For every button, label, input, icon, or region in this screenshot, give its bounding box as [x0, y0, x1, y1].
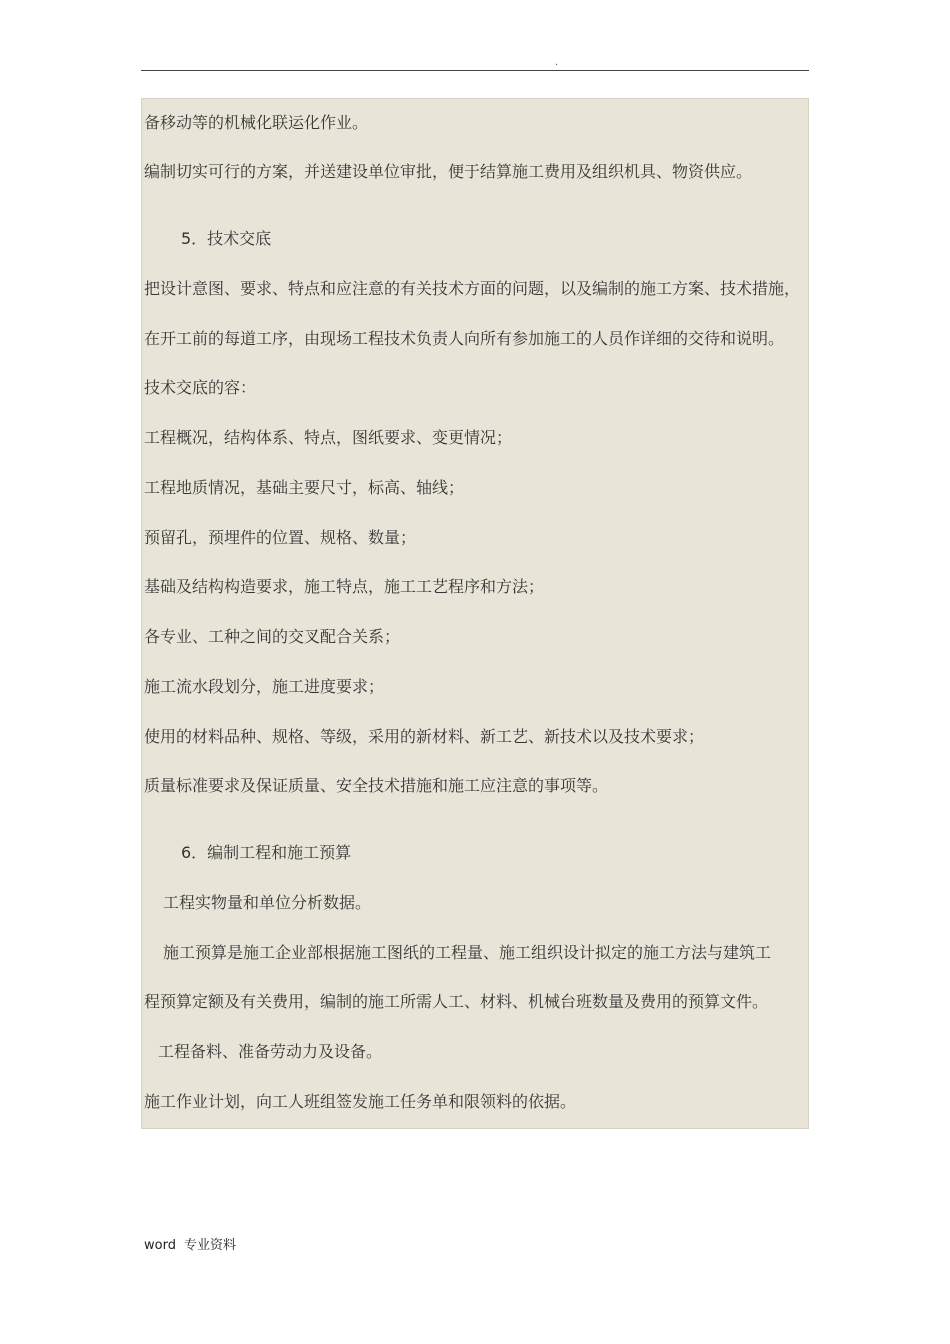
text-line: 质量标准要求及保证质量、安全技术措施和施工应注意的事项等。: [144, 776, 609, 795]
text-line: 工程实物量和单位分析数据。: [163, 893, 372, 912]
text-line: 把设计意图、要求、特点和应注意的有关技术方面的问题，以及编制的施工方案、技术措施，: [144, 279, 801, 298]
text-line: 使用的材料品种、规格、等级，采用的新材料、新工艺、新技术以及技术要求；: [144, 727, 705, 746]
footer: [144, 1234, 244, 1253]
text-line: 程预算定额及有关费用，编制的施工所需人工、材料、机械台班数量及费用的预算文件。: [144, 992, 769, 1011]
text-line: 编制切实可行的方案，并送建设单位审批，便于结算施工费用及组织机具、物资供应。: [144, 162, 753, 181]
text-line: 预留孔，预埋件的位置、规格、数量；: [144, 528, 417, 547]
header-mark: .: [555, 57, 559, 68]
section-heading: 6．编制工程和施工预算: [181, 843, 352, 862]
content-box: [141, 98, 809, 1129]
text-line: 技术交底的容：: [144, 378, 257, 397]
text-line: 施工流水段划分，施工进度要求；: [144, 677, 385, 696]
footer-word: word: [144, 1238, 176, 1253]
section-heading: 5．技术交底: [181, 229, 272, 248]
footer-label: 专业资料: [183, 1238, 236, 1253]
text-line: 工程备料、准备劳动力及设备。: [158, 1042, 383, 1061]
text-line: 施工预算是施工企业部根据施工图纸的工程量、施工组织设计拟定的施工方法与建筑工: [163, 943, 772, 962]
text-line: 工程概况，结构体系、特点，图纸要求、变更情况；: [144, 428, 513, 447]
text-line: 工程地质情况，基础主要尺寸，标高、轴线；: [144, 478, 465, 497]
text-line: 基础及结构构造要求，施工特点，施工工艺程序和方法；: [144, 577, 545, 596]
header-rule: [141, 70, 809, 71]
text-line: 在开工前的每道工序，由现场工程技术负责人向所有参加施工的人员作详细的交待和说明。: [144, 329, 785, 348]
text-line: 施工作业计划，向工人班组签发施工任务单和限领料的依据。: [144, 1092, 577, 1111]
text-line: 备移动等的机械化联运化作业。: [144, 113, 369, 132]
text-line: 各专业、工种之间的交叉配合关系；: [144, 627, 401, 646]
